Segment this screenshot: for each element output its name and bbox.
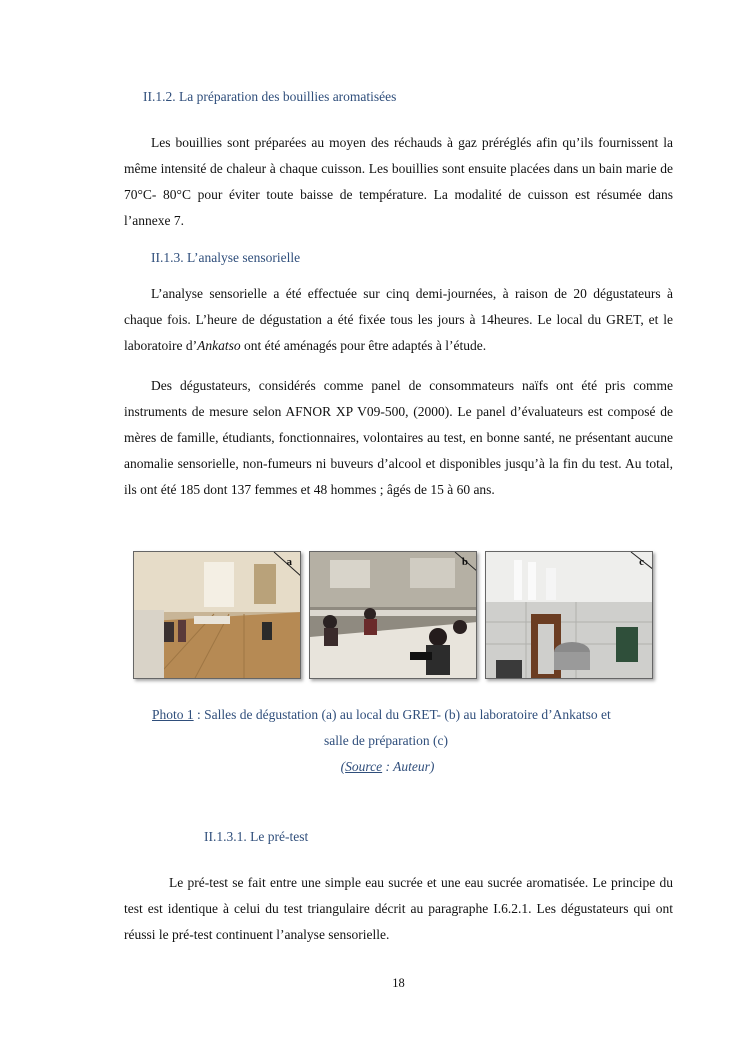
paragraph-text: ont été aménagés pour être adaptés à l’étude. — [240, 338, 487, 353]
section-heading-analyse-sensorielle: II.1.3. L’analyse sensorielle — [151, 250, 301, 265]
photo-a — [133, 551, 301, 679]
photo-caption-line-2: salle de préparation (c) — [323, 733, 449, 748]
photo-c — [485, 551, 653, 679]
italic-place-name: Ankatso — [197, 338, 241, 353]
photo-letter-c: c — [639, 556, 644, 568]
paragraph-text: L’analyse sensorielle a été effectuée sur cinq demi-journées, à raison de 20 dégustateurs à chaque fois. L’heure de dégustation a été fixée tous les jours à 14heures. Le local du GRET, et le laboratoire d’ — [124, 286, 673, 353]
photo-source — [0, 759, 745, 775]
paragraph-pre-test: Le pré-test se fait entre une simple eau sucrée et une eau sucrée aromatisée. Le principe du test est identique à celui du test triangulaire décrit au paragraphe I.6.2.1. Les dégustateurs qui ont réussi le pré-test continuent l’analyse sensorielle. — [124, 875, 673, 942]
section-heading-preparation: II.1.2. La préparation des bouillies aromatisées — [143, 89, 397, 104]
section-heading-pre-test: II.1.3.1. Le pré-test — [204, 829, 309, 844]
photo-caption-line-1 — [152, 707, 611, 723]
photo-a-image — [134, 552, 301, 679]
photo-b — [309, 551, 477, 679]
page-number: 18 — [392, 976, 405, 990]
paragraph-analyse-sensorielle-1 — [124, 281, 673, 359]
paragraph-preparation: Les bouillies sont préparées au moyen des réchauds à gaz préréglés afin qu’ils fournissent la même intensité de chaleur à chaque cuisson. Les bouillies sont ensuite placées dans un bain marie de 70°C- 80°C pour éviter toute baisse de température. La modalité de cuisson est résumée dans l’annexe 7. — [124, 135, 673, 228]
photo-source-open: ( — [340, 759, 346, 774]
photo-b-image — [310, 552, 477, 679]
paragraph-analyse-sensorielle-2: Des dégustateurs, considérés comme panel de consommateurs naïfs ont été pris comme instruments de mesure selon AFNOR XP V09-500, (2000). Le panel d’évaluateurs est composé de mères de famille, étudiants, fonctionnaires, volontaires au test, en bonne santé, ne présentant aucune anomalie sensorielle, non-fumeurs ni buveurs d’alcool et disponibles jusqu’à la fin du test. Au total, ils ont été 185 dont 137 femmes et 48 hommes ; âgés de 15 à 60 ans. — [124, 378, 673, 497]
photo-letter-a: a — [286, 556, 292, 568]
photo-source-rest: : Auteur) — [382, 759, 435, 774]
photo-strip — [133, 551, 653, 679]
photo-source-label: Source — [345, 759, 383, 774]
photo-c-image — [486, 552, 653, 679]
photo-letter-b: b — [461, 556, 468, 568]
photo-caption-label: Photo 1 — [152, 707, 194, 722]
photo-caption-text: : Salles de dégustation (a) au local du GRET- (b) au laboratoire d’Ankatso et — [193, 707, 611, 722]
